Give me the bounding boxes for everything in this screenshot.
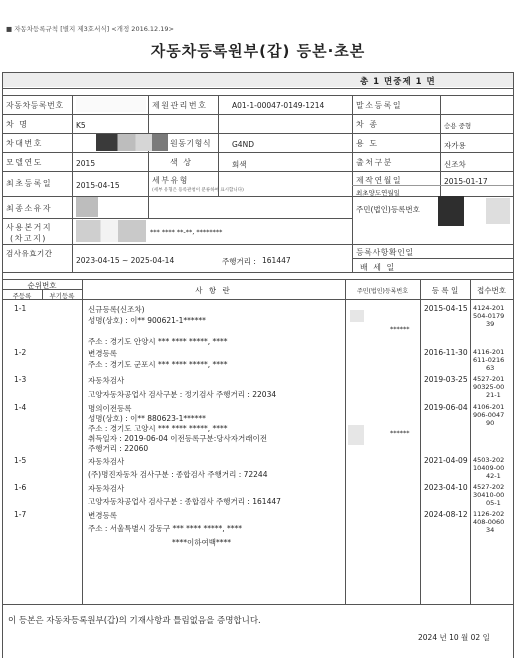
id-redacted-dark <box>438 196 464 226</box>
row-line: 성명(상호) : 이** 900621-1****** <box>88 316 206 325</box>
row-number: 1-7 <box>14 510 27 519</box>
row-receipt: 42-1 <box>486 472 501 480</box>
row-line: 성명(상호) : 이** 880623-1****** <box>88 414 206 423</box>
row-line: 주소 : 경기도 군포시 *** **** *****, **** <box>88 360 228 369</box>
confirm-label: 등록사항확인일 <box>356 248 414 257</box>
page-info-bar <box>2 73 513 87</box>
id-head: 주민(법인)등록번호 <box>356 288 409 295</box>
row-line: 변경등록 <box>88 349 117 358</box>
right-mgmt-value: A01-1-00047-0149-1214 <box>232 101 325 110</box>
row-id-redacted <box>350 310 364 322</box>
row-id: ****** <box>390 429 410 437</box>
row-receipt: 4527-202 <box>473 483 505 491</box>
issue-date: 2024 년 10 월 02 일 <box>418 633 490 642</box>
inspect-label: 검사유효기간 <box>6 249 53 258</box>
row-id-redacted <box>348 425 364 445</box>
inspect-value: 2023-04-15 ~ 2025-04-14 <box>76 256 175 265</box>
first-reg-value: 2015-04-15 <box>76 181 120 190</box>
base-label: 사용본거지 <box>6 223 53 232</box>
car-type-value: 승용 중형 <box>444 122 472 130</box>
row-receipt: 34 <box>486 526 495 534</box>
row-receipt: 504-0179 <box>473 312 505 320</box>
row-date: 2019-03-25 <box>424 375 468 384</box>
detail-type-label: 세부유형 <box>152 176 189 185</box>
id-redacted-light <box>486 198 510 224</box>
model-year-value: 2015 <box>76 159 96 168</box>
date-head: 등 록 일 <box>431 286 459 295</box>
certify-text: 이 등본은 자동차등록원부(갑)의 기재사항과 틀림없음을 증명합니다. <box>8 616 261 626</box>
row-receipt: 10409-00 <box>473 464 505 472</box>
car-type-label: 차 종 <box>356 120 379 129</box>
row-date: 2015-04-15 <box>424 304 468 313</box>
engine-label: 원동기형식 <box>170 139 212 148</box>
page-count: 총 1 면중제 1 면 <box>360 77 436 87</box>
made-date-value: 2015-01-17 <box>444 177 488 186</box>
car-name-value: K5 <box>76 121 86 130</box>
base-value: *** **** **-**, ******** <box>150 228 223 236</box>
row-line: (주)명진자동차 검사구분 : 종합검사 주행거리 : 72244 <box>88 470 268 479</box>
mileage-value: 161447 <box>262 256 291 265</box>
row-line: 취득일자 : 2019-06-04 이전등록구분:당사자거래이전 <box>88 434 267 443</box>
row-line: 고양자동차공업사 검사구분 : 정기검사 주행거리 : 22034 <box>88 390 277 399</box>
row-number: 1-5 <box>14 456 27 465</box>
id-label: 주민(법인)등록번호 <box>356 205 420 214</box>
row-line: 명의이전등록 <box>88 404 132 413</box>
row-number: 1-1 <box>14 304 27 313</box>
last-transfer-label: 최초양도연월일 <box>356 189 400 197</box>
row-receipt: 4106-201 <box>473 403 505 411</box>
end-mark: ****이하여백**** <box>172 538 231 547</box>
row-line: 변경등록 <box>88 511 117 520</box>
row-line: 고양자동차공업사 검사구분 : 종합검사 주행거리 : 161447 <box>88 497 281 506</box>
car-name-label: 차 명 <box>6 120 29 129</box>
row-receipt: 90 <box>486 419 495 427</box>
row-receipt: 39 <box>486 320 495 328</box>
item-head: 사 항 란 <box>195 286 232 295</box>
row-date: 2016-11-30 <box>424 348 468 357</box>
row-receipt: 4527-201 <box>473 375 505 383</box>
row-number: 1-2 <box>14 348 27 357</box>
owner-redacted <box>76 197 98 217</box>
row-line: 주행거리 : 22060 <box>88 444 149 453</box>
row-line: 주소 : 서울특별시 강동구 *** **** *****, **** <box>88 524 243 533</box>
issue-label: 배 세 일 <box>360 263 396 272</box>
mileage-label: 주행거리 : <box>222 257 256 266</box>
row-receipt: 408-0060 <box>473 518 505 526</box>
row-receipt: 21-1 <box>486 391 501 399</box>
color-label: 색 상 <box>170 158 193 167</box>
rule-reference: ■ 자동차등록규칙 [별지 제3호서식] <개정 2016.12.19> <box>6 25 174 33</box>
use-label: 용 도 <box>356 139 379 148</box>
reg-no-redacted <box>76 97 146 112</box>
row-line: 주소 : 경기도 고양시 *** **** *****, **** <box>88 424 228 433</box>
row-receipt: 611-0216 <box>473 356 505 364</box>
detail-type-value: (세부 유형은 등록관청이 분류하여 표시합니다) <box>152 188 244 193</box>
row-receipt: 90325-00 <box>473 383 505 391</box>
row-date: 2024-08-12 <box>424 510 468 519</box>
vin-redacted <box>96 134 168 151</box>
color-value: 회색 <box>232 160 247 169</box>
row-receipt: 906-0047 <box>473 411 505 419</box>
document-title: 자동차등록원부(갑) 등본·초본 <box>150 42 366 60</box>
model-year-label: 모델연도 <box>6 158 43 167</box>
order-head: 순위번호 <box>27 281 57 290</box>
row-receipt: 63 <box>486 364 495 372</box>
use-value: 자가용 <box>444 141 466 150</box>
row-line: 주소 : 경기도 안양시 *** **** *****, **** <box>88 337 228 346</box>
made-date-label: 제작연월일 <box>356 176 403 185</box>
row-receipt: 4124-201 <box>473 304 505 312</box>
row-number: 1-6 <box>14 483 27 492</box>
vin-label: 차대번호 <box>6 139 43 148</box>
row-id: ****** <box>390 325 410 333</box>
reg-no-label: 자동차등록번호 <box>6 101 64 110</box>
origin-label: 출처구분 <box>356 158 393 167</box>
row-line: 자동차검사 <box>88 376 125 385</box>
row-receipt: 1126-202 <box>473 510 505 518</box>
row-line: 신규등록(신조차) <box>88 305 145 314</box>
base-redacted <box>76 220 146 242</box>
row-receipt: 30410-00 <box>473 491 505 499</box>
row-number: 1-4 <box>14 403 27 412</box>
row-date: 2023-04-10 <box>424 483 468 492</box>
row-date: 2021-04-09 <box>424 456 468 465</box>
sub-reg-head: 부기등록 <box>49 292 75 300</box>
row-receipt: 4116-201 <box>473 348 505 356</box>
row-receipt: 05-1 <box>486 499 501 507</box>
storage-label: 말소등록일 <box>356 101 403 110</box>
right-mgmt-label: 제원관리번호 <box>152 101 208 110</box>
first-reg-label: 최초등록일 <box>6 179 53 188</box>
row-date: 2019-06-04 <box>424 403 468 412</box>
row-line: 자동차검사 <box>88 484 125 493</box>
main-reg-head: 주등록 <box>12 292 32 300</box>
row-receipt: 4503-202 <box>473 456 505 464</box>
base-sub-label: (차고지) <box>10 234 47 243</box>
row-number: 1-3 <box>14 375 27 384</box>
receipt-head: 접수번호 <box>477 286 506 295</box>
owner-label: 최종소유자 <box>6 204 53 213</box>
engine-value: G4ND <box>232 140 254 149</box>
row-line: 자동차검사 <box>88 457 125 466</box>
origin-value: 신조차 <box>444 160 466 169</box>
